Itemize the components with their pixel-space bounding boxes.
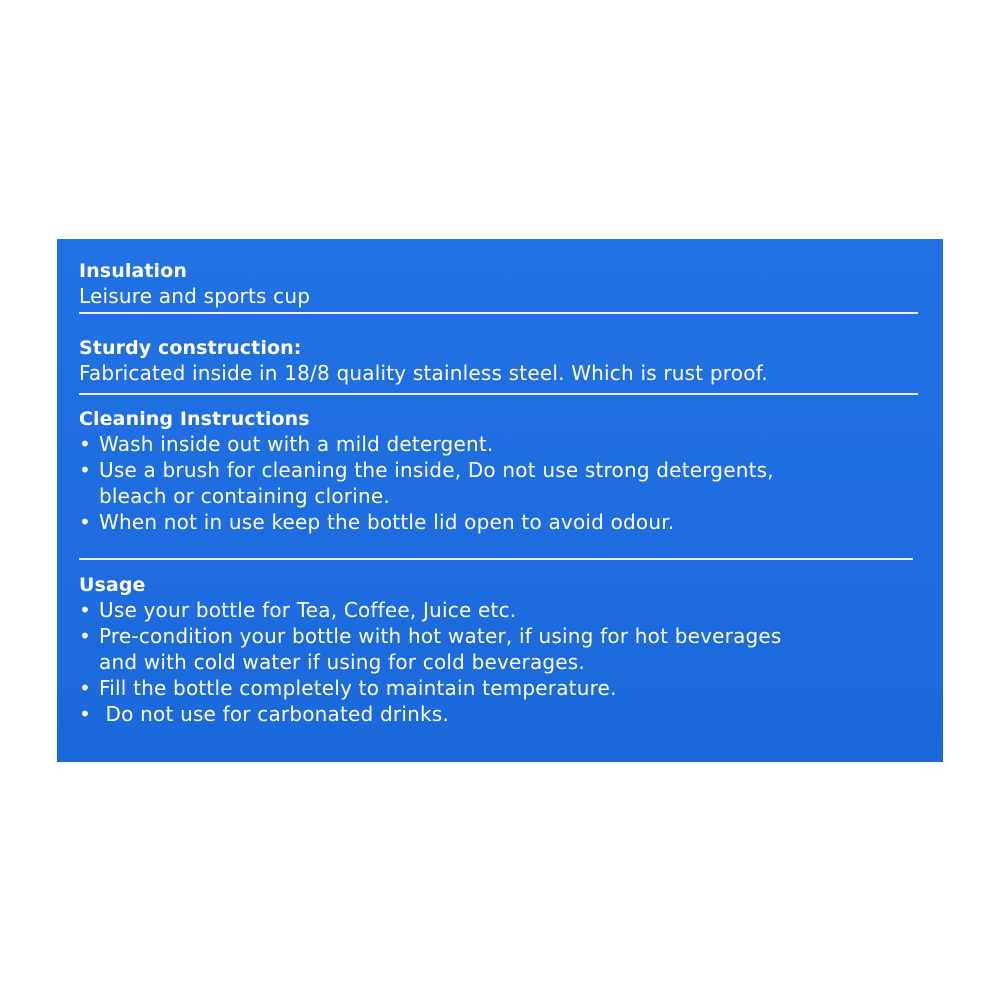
usage-bullet-2: Pre-condition your bottle with hot water, if using for hot beverages (99, 624, 782, 648)
cleaning-title: Cleaning Instructions (79, 408, 310, 430)
cleaning-bullet-2: Use a brush for cleaning the inside, Do not use strong detergents, (99, 458, 774, 482)
cleaning-bullet-2-cont: bleach or containing clorine. (99, 484, 390, 508)
list-item (79, 431, 923, 457)
insulation-section (79, 259, 923, 309)
usage-bullet-1: Use your bottle for Tea, Coffee, Juice etc. (99, 598, 517, 622)
cleaning-bullet-3: When not in use keep the bottle lid open to avoid odour. (99, 510, 675, 534)
bullet-icon: • (79, 624, 91, 648)
section-divider-2 (79, 393, 918, 395)
list-item (79, 623, 923, 649)
bullet-icon: • (79, 676, 91, 700)
cleaning-bullet-1: Wash inside out with a mild detergent. (99, 432, 494, 456)
list-item (79, 457, 923, 483)
instruction-label-panel (57, 239, 943, 762)
section-divider-1 (79, 312, 918, 314)
construction-section (79, 336, 923, 386)
list-item-continuation (79, 483, 923, 509)
usage-title: Usage (79, 574, 146, 596)
bullet-icon: • (79, 510, 91, 534)
usage-bullet-4: Do not use for carbonated drinks. (99, 702, 449, 726)
usage-section (79, 573, 923, 727)
list-item (79, 675, 923, 701)
list-item-continuation (79, 649, 923, 675)
list-item (79, 597, 923, 623)
bullet-icon: • (79, 598, 91, 622)
construction-title: Sturdy construction: (79, 337, 302, 359)
cleaning-section (79, 407, 923, 535)
insulation-title: Insulation (79, 260, 187, 282)
insulation-text: Leisure and sports cup (79, 284, 311, 308)
section-divider-3 (79, 558, 913, 560)
construction-text: Fabricated inside in 18/8 quality stainless steel. Which is rust proof. (79, 361, 768, 385)
bullet-icon: • (79, 458, 91, 482)
usage-bullet-3: Fill the bottle completely to maintain temperature. (99, 676, 617, 700)
bullet-icon: • (79, 702, 91, 726)
list-item (79, 701, 923, 727)
usage-bullet-2-cont: and with cold water if using for cold beverages. (99, 650, 585, 674)
list-item (79, 509, 923, 535)
bullet-icon: • (79, 432, 91, 456)
